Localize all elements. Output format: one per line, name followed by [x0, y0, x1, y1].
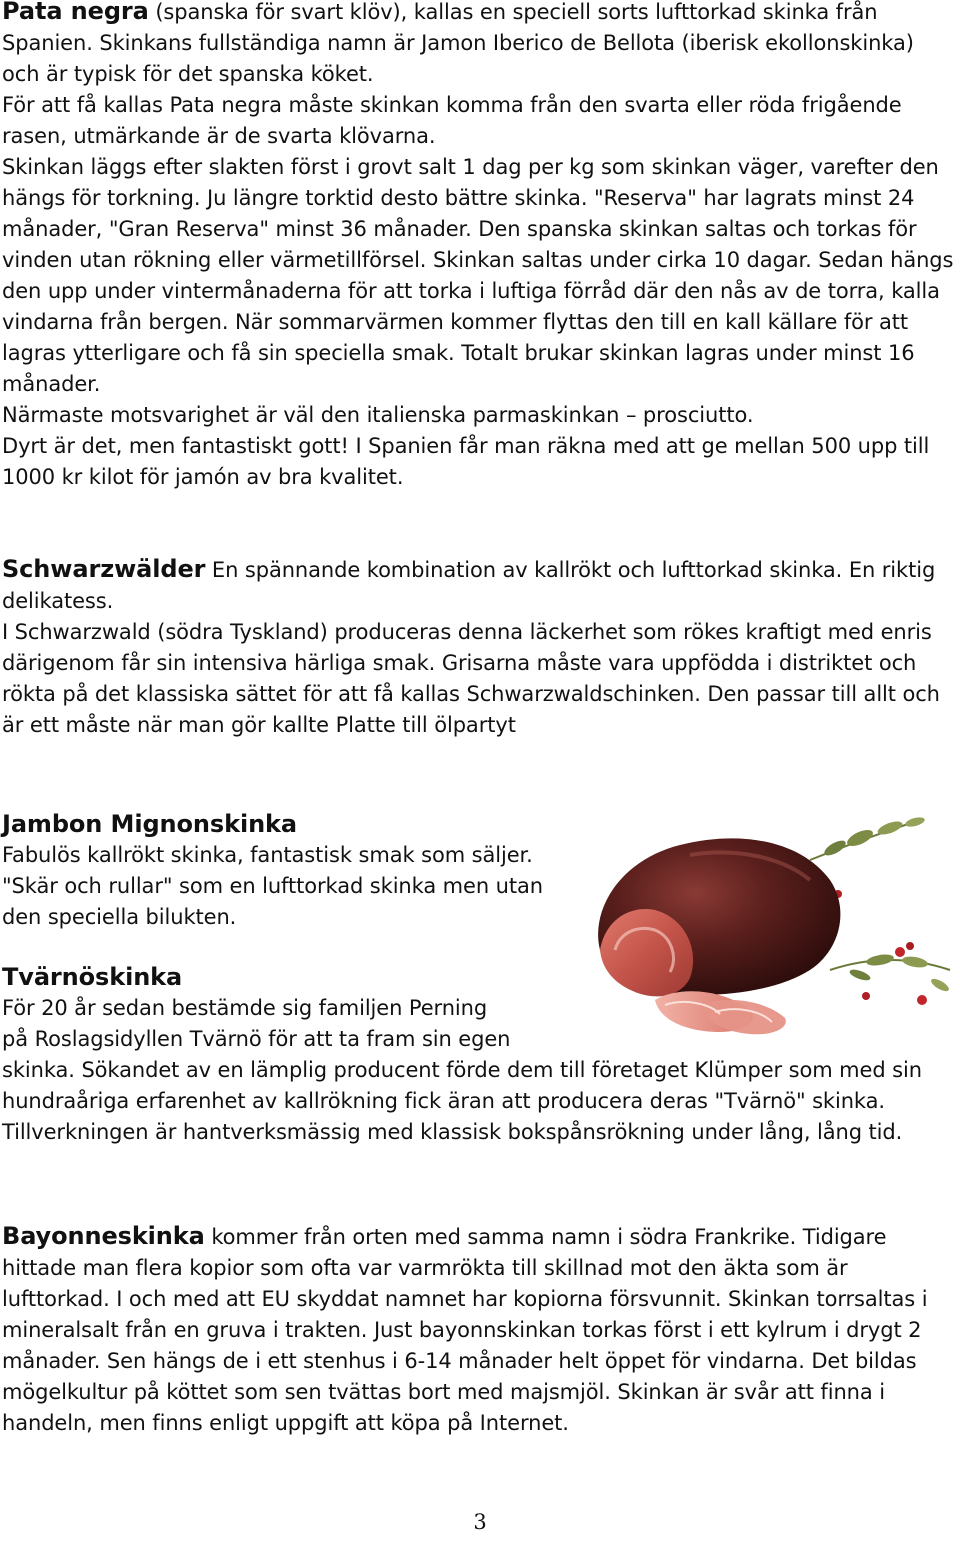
- schwarzwalder-intro: [2, 554, 957, 617]
- pata-negra-paragraph-4: Närmaste motsvarighet är väl den italienska parmaskinkan – prosciutto.: [2, 403, 754, 427]
- pata-negra-paragraph-3: Skinkan läggs efter slakten först i grovt salt 1 dag per kg som skinkan väger, varefter den hängs för torkning. Ju längre torktid desto bättre skinka. "Reserva" har lagrats minst 24 månader, "Gran Reserva" minst 36 månader. Den spanska skinkan saltas och torkas för vinden utan rökning eller värmetillförsel. Skinkan saltas under cirka 10 dagar. Sedan hängs den upp under vintermånaderna för att torka i luftiga förråd där den nås av de torra, kalla vindarna från bergen. När sommarvärmen kommer flyttas den till en kall källare för att lagras ytterligare och få sin speciella smak. Totalt brukar skinkan lagras under minst 16 månader.: [2, 155, 954, 396]
- bayonne-text: kommer från orten med samma namn i södra Frankrike. Tidigare hittade man flera kopior som ofta var varmrökta till skillnad mot den äkta som är lufttorkad. I och med att EU skyddat namnet har kopiorna försvunnit. Skinkan torrsaltas i mineralsalt från en gruva i trakten. Just bayonnskinkan torkas först i ett kylrum i drygt 2 månader. Sen hängs de i ett stenhus i 6-14 månader helt öppet för vindarna. Det bildas mögelkultur på köttet som sen tvättas bort med majsmjöl. Skinkan är svår att finna i handeln, men finns enligt uppgift att köpa på Internet.: [2, 1225, 928, 1435]
- pata-negra-heading: Pata negra: [2, 0, 149, 25]
- jambon-heading: Jambon Mignonskinka: [2, 810, 298, 838]
- section-jambon-mignon: [2, 808, 562, 933]
- ham-slices-icon: [655, 991, 786, 1034]
- pata-negra-intro: [2, 0, 957, 90]
- schwarzwalder-heading: Schwarzwälder: [2, 555, 206, 583]
- jambon-paragraph: Fabulös kallrökt skinka, fantastisk smak som säljer. "Skär och rullar" som en lufttorkad skinka men utan den speciella bilukten.: [2, 843, 543, 929]
- bayonne-heading: Bayonneskinka: [2, 1222, 205, 1250]
- section-bayonne: [2, 1221, 957, 1439]
- page-number: 3: [473, 1510, 487, 1534]
- pata-negra-paragraph-2: För att få kallas Pata negra måste skinkan komma från den svarta eller röda frigående rasen, utmärkande är de svarta klövarna.: [2, 93, 902, 148]
- schwarzwalder-intro-text: En spännande kombination av kallrökt och lufttorkad skinka. En riktig delikatess.: [2, 558, 936, 613]
- ham-photo-icon: [560, 800, 956, 1040]
- schwarzwalder-paragraph-2: I Schwarzwald (södra Tyskland) produceras denna läckerhet som rökes kraftigt med enris därigenom får sin intensiva härliga smak. Grisarna måste vara uppfödda i distriktet och rökta på det klassiska sättet för att få kallas Schwarzwaldschinken. Den passar till allt och är ett måste när man gör kallte Platte till ölpartyt: [2, 620, 940, 737]
- pata-negra-paragraph-5: Dyrt är det, men fantastiskt gott! I Spanien får man räkna med att ge mellan 500 upp till 1000 kr kilot för jamón av bra kvalitet.: [2, 434, 930, 489]
- tvarno-heading: Tvärnöskinka: [2, 963, 183, 991]
- section-pata-negra: [2, 0, 957, 493]
- pata-negra-intro-text: (spanska för svart klöv), kallas en speciell sorts lufttorkad skinka från Spanien. Skinkans fullständiga namn är Jamon Iberico de Bellota (iberisk ekollonskinka) och är typisk för det spanska köket.: [2, 0, 914, 86]
- bayonne-paragraph: [2, 1221, 957, 1439]
- section-schwarzwalder: [2, 554, 957, 741]
- tvarno-paragraph: För 20 år sedan bestämde sig familjen Perning på Roslagsidyllen Tvärnö för att ta fram sin egen skinka. Sökandet av en lämplig producent förde dem till företaget Klümper som med sin hundraåriga erfarenhet av kallrökning fick äran att producera deras "Tvärnö" skinka. Tillverkningen är hantverksmässig med klassisk bokspånsrökning under lång, lång tid.: [2, 996, 922, 1144]
